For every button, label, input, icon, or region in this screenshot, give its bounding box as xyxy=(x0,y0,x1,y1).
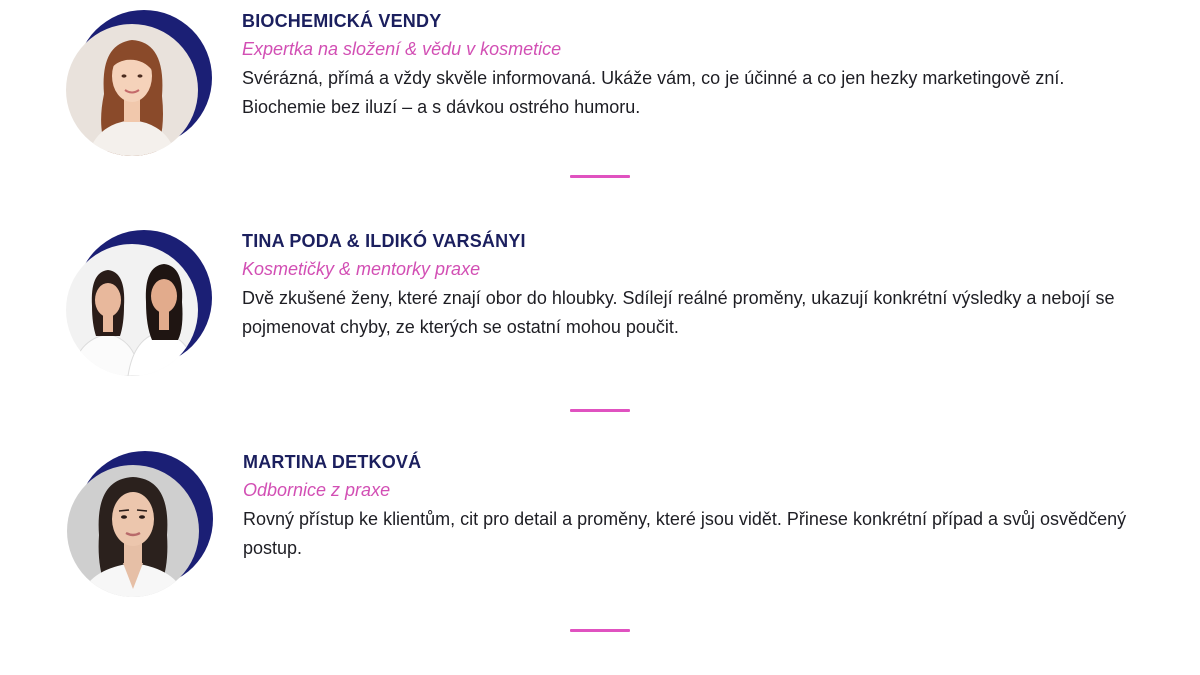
speaker-name: MARTINA DETKOVÁ xyxy=(243,452,422,472)
avatar xyxy=(66,230,212,378)
speaker-name: TINA PODA & ILDIKÓ VARSÁNYI xyxy=(242,231,526,251)
portrait-photo-icon xyxy=(67,465,199,597)
speaker-bio: Rovný přístup ke klientům, cit pro detail a proměny, které jsou vidět. Přinese konkrétní případ a svůj osvědčený postup. xyxy=(243,509,1127,558)
speaker-bio: Svérázná, přímá a vždy skvěle informovaná. Ukáže vám, co je účinné a co jen hezky marketingově zní. Biochemie bez iluzí – a s dávkou ostrého humoru. xyxy=(242,68,1065,117)
speaker-name: BIOCHEMICKÁ VENDY xyxy=(242,11,442,31)
speaker-role: Expertka na složení & vědu v kosmetice xyxy=(242,39,562,59)
speaker-role: Kosmetičky & mentorky praxe xyxy=(242,259,481,279)
avatar xyxy=(66,10,212,158)
speaker-text xyxy=(242,8,1142,122)
speaker-role: Odbornice z praxe xyxy=(243,480,391,500)
portrait-photo-icon xyxy=(66,24,198,156)
speaker-text xyxy=(242,228,1142,342)
speaker-card-vendy xyxy=(0,0,1200,160)
speaker-card-tina-ildiko xyxy=(0,220,1200,380)
section-divider xyxy=(570,629,630,632)
section-divider xyxy=(570,409,630,412)
speaker-card-martina xyxy=(0,441,1200,601)
duo-portrait-photo-icon xyxy=(66,244,198,376)
speaker-text xyxy=(243,449,1143,563)
section-divider xyxy=(570,175,630,178)
speaker-bio: Dvě zkušené ženy, které znají obor do hloubky. Sdílejí reálné proměny, ukazují konkrétní výsledky a nebojí se pojmenovat chyby, ze kterých se ostatní mohou poučit. xyxy=(242,288,1115,337)
avatar xyxy=(67,451,213,599)
